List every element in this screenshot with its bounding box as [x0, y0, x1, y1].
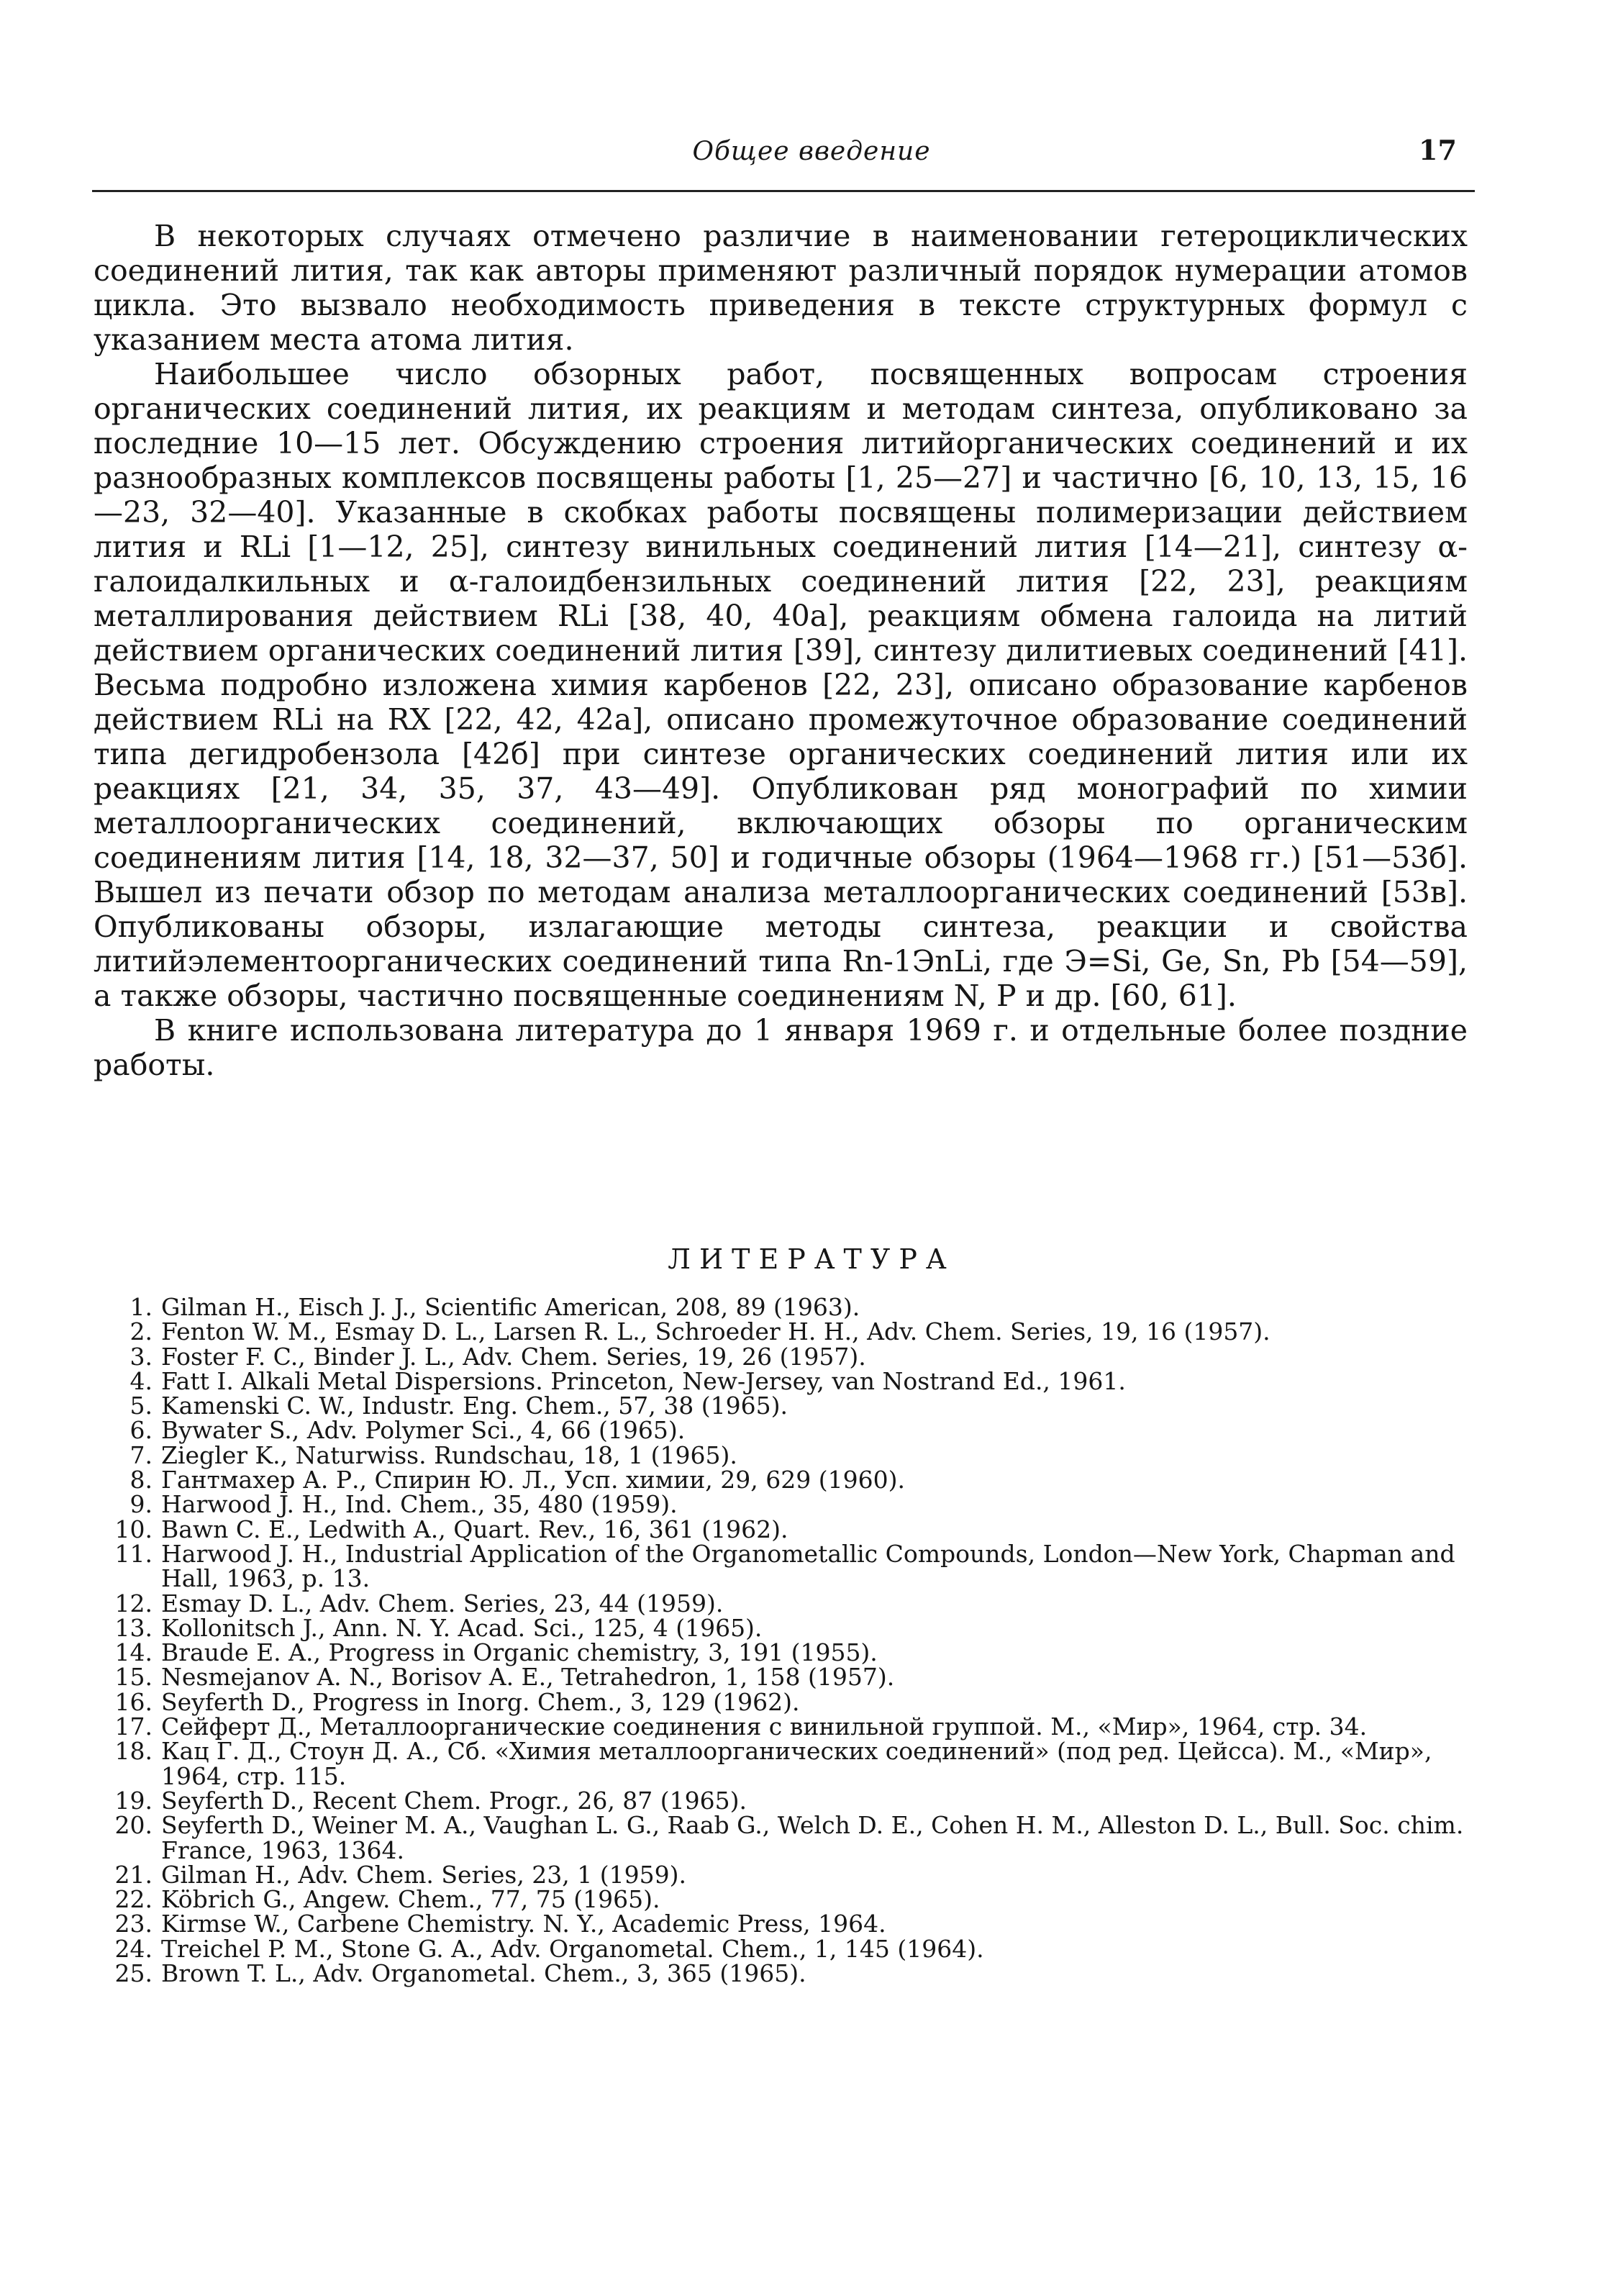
- reference-number: 2.: [129, 1317, 153, 1346]
- reference-text: Bawn C. E., Ledwith A., Quart. Rev., 16, 361 (1962).: [161, 1515, 788, 1543]
- reference-number: 4.: [129, 1366, 153, 1395]
- reference-text: Esmay D. L., Adv. Chem. Series, 23, 44 (1959).: [161, 1589, 724, 1617]
- reference-number: 16.: [114, 1687, 153, 1716]
- reference-number: 21.: [114, 1860, 153, 1889]
- reference-number: 6.: [129, 1416, 153, 1445]
- reference-text: Seyferth D., Progress in Inorg. Chem., 3, 129 (1962).: [161, 1687, 800, 1716]
- reference-number: 11.: [114, 1539, 153, 1568]
- references-heading: ЛИТЕРАТУРА: [668, 1243, 955, 1275]
- paragraph: Наибольшее число обзорных работ, посвященных вопросам строения органических соединений лития, их реакциям и методам синтеза, опубликовано за последние 10—15 лет. Обсуждению строения литийорганических соединений и их разнообразных комплексов посвящены работы [1, 25—27] и частично [6, 10, 13, 15, 16—23, 32—40]. Указанные в скобках работы посвящены полимеризации действием лития и RLi [1—12, 25], синтезу винильных соединений лития [14—21], синтезу α-галоидалкильных и α-галоидбензильных соединений лития [22, 23], реакциям металлирования действием RLi [38, 40, 40а], реакциям обмена галоида на литий действием органических соединений лития [39], синтезу дилитиевых соединений [41]. Весьма подробно изложена химия карбенов [22, 23], описано образование карбенов действием RLi на RX [22, 42, 42а], описано промежуточное образование соединений типа дегидробензола [42б] при синтезе органических соединений лития или их реакциях [21, 34, 35, 37, 43—49]. Опубликован ряд монографий по химии металлоорганических соединений, включающих обзоры по органическим соединениям лития [14, 18, 32—37, 50] и годичные обзоры (1964—1968 гг.) [51—53б]. Вышел из печати обзор по методам анализа металлоорганических соединений [53в]. Опубликованы обзоры, излагающие методы синтеза, реакции и свойства литийэлементоорганических соединений типа Rn-1ЭnLi, где Э=Si, Ge, Sn, Pb [54—59], а также обзоры, частично посвященные соединениям N, P и др. [60, 61].: [94, 357, 1468, 1013]
- reference-item: [94, 1418, 1468, 1443]
- reference-item: [94, 1663, 1468, 1692]
- reference-item: [94, 1638, 1468, 1667]
- reference-text: Foster F. C., Binder J. L., Adv. Chem. Series, 19, 26 (1957).: [161, 1342, 866, 1371]
- reference-item: [94, 1813, 1468, 1863]
- reference-item: [94, 1934, 1468, 1963]
- reference-text: Treichel P. M., Stone G. A., Adv. Organometal. Chem., 1, 145 (1964).: [161, 1934, 984, 1963]
- reference-item: [94, 1317, 1468, 1346]
- reference-number: 12.: [114, 1589, 153, 1617]
- reference-text: Harwood J. H., Industrial Application of the Organometallic Compounds, London—New York, Chapman and Hall, 1963, p. 13.: [161, 1539, 1455, 1593]
- reference-item: [94, 1539, 1468, 1593]
- reference-item: [94, 1589, 1468, 1617]
- reference-text: Seyferth D., Weiner M. A., Vaughan L. G., Raab G., Welch D. E., Cohen H. M., Alleston D. L., Bull. Soc. chim. France, 1963, 1364.: [161, 1811, 1464, 1864]
- reference-item: [94, 1739, 1468, 1789]
- reference-text: Gilman H., Eisch J. J., Scientific American, 208, 89 (1963).: [161, 1293, 860, 1321]
- reference-text: Кац Г. Д., Стоун Д. А., Сб. «Химия металлоорганических соединений» (под ред. Цейсса). М., «Мир», 1964, стр. 115.: [161, 1737, 1432, 1790]
- reference-number: 20.: [114, 1811, 153, 1840]
- reference-text: Gilman H., Adv. Chem. Series, 23, 1 (1959).: [161, 1860, 686, 1889]
- reference-number: 8.: [129, 1466, 153, 1494]
- reference-item: [94, 1468, 1468, 1492]
- reference-item: [94, 1712, 1468, 1741]
- paragraph: В книге использована литература до 1 января 1969 г. и отдельные более поздние работы.: [94, 1013, 1468, 1082]
- references-list: [94, 1295, 1468, 1986]
- reference-item: [94, 1366, 1468, 1395]
- reference-number: 15.: [114, 1663, 153, 1692]
- reference-text: Brown T. L., Adv. Organometal. Chem., 3, 365 (1965).: [161, 1959, 806, 1988]
- reference-item: [94, 1687, 1468, 1716]
- reference-item: [94, 1342, 1468, 1371]
- reference-number: 25.: [114, 1959, 153, 1988]
- reference-text: Köbrich G., Angew. Chem., 77, 75 (1965).: [161, 1885, 660, 1914]
- page-number: 17: [1419, 134, 1457, 166]
- reference-text: Harwood J. H., Ind. Chem., 35, 480 (1959).: [161, 1490, 678, 1519]
- reference-number: 1.: [129, 1293, 153, 1321]
- reference-number: 10.: [114, 1515, 153, 1543]
- reference-text: Bywater S., Adv. Polymer Sci., 4, 66 (1965).: [161, 1416, 686, 1445]
- reference-item: [94, 1912, 1468, 1936]
- running-header-title: Общее введение: [692, 137, 931, 166]
- reference-number: 3.: [129, 1342, 153, 1371]
- reference-item: [94, 1394, 1468, 1418]
- reference-text: Nesmejanov A. N., Borisov A. E., Tetrahedron, 1, 158 (1957).: [161, 1663, 895, 1692]
- reference-number: 14.: [114, 1638, 153, 1667]
- reference-number: 24.: [114, 1934, 153, 1963]
- reference-text: Kamenski C. W., Industr. Eng. Chem., 57, 38 (1965).: [161, 1392, 788, 1420]
- reference-text: Braude E. A., Progress in Organic chemistry, 3, 191 (1955).: [161, 1638, 878, 1667]
- reference-item: [94, 1887, 1468, 1912]
- reference-item: [94, 1517, 1468, 1542]
- reference-number: 18.: [114, 1737, 153, 1766]
- reference-item: [94, 1440, 1468, 1469]
- reference-text: Fatt I. Alkali Metal Dispersions. Princeton, New-Jersey, van Nostrand Ed., 1961.: [161, 1366, 1126, 1395]
- reference-text: Гантмахер А. Р., Спирин Ю. Л., Усп. химии, 29, 629 (1960).: [161, 1466, 905, 1494]
- paragraph: В некоторых случаях отмечено различие в наименовании гетероциклических соединений лития, так как авторы применяют различный порядок нумерации атомов цикла. Это вызвало необходимость приведения в тексте структурных формул с указанием места атома лития.: [94, 219, 1468, 357]
- reference-item: [94, 1860, 1468, 1889]
- reference-number: 19.: [114, 1786, 153, 1815]
- reference-text: Kollonitsch J., Ann. N. Y. Acad. Sci., 125, 4 (1965).: [161, 1613, 763, 1642]
- reference-text: Fenton W. M., Esmay D. L., Larsen R. L., Schroeder H. H., Adv. Chem. Series, 19, 16 (1957).: [161, 1317, 1270, 1346]
- reference-number: 5.: [129, 1392, 153, 1420]
- reference-number: 22.: [114, 1885, 153, 1914]
- reference-item: [94, 1613, 1468, 1642]
- body-text: [94, 219, 1468, 1082]
- reference-item: [94, 1492, 1468, 1517]
- reference-text: Kirmse W., Carbene Chemistry. N. Y., Academic Press, 1964.: [161, 1910, 886, 1938]
- reference-number: 13.: [114, 1613, 153, 1642]
- reference-item: [94, 1295, 1468, 1320]
- header-divider: [92, 190, 1475, 192]
- reference-number: 7.: [129, 1440, 153, 1469]
- reference-text: Ziegler K., Naturwiss. Rundschau, 18, 1 (1965).: [161, 1440, 737, 1469]
- reference-text: Сейферт Д., Металлоорганические соединения с винильной группой. М., «Мир», 1964, стр. 34.: [161, 1712, 1368, 1741]
- reference-number: 17.: [114, 1712, 153, 1741]
- reference-item: [94, 1961, 1468, 1986]
- reference-number: 23.: [114, 1910, 153, 1938]
- reference-number: 9.: [129, 1490, 153, 1519]
- reference-item: [94, 1786, 1468, 1815]
- reference-text: Seyferth D., Recent Chem. Progr., 26, 87 (1965).: [161, 1786, 747, 1815]
